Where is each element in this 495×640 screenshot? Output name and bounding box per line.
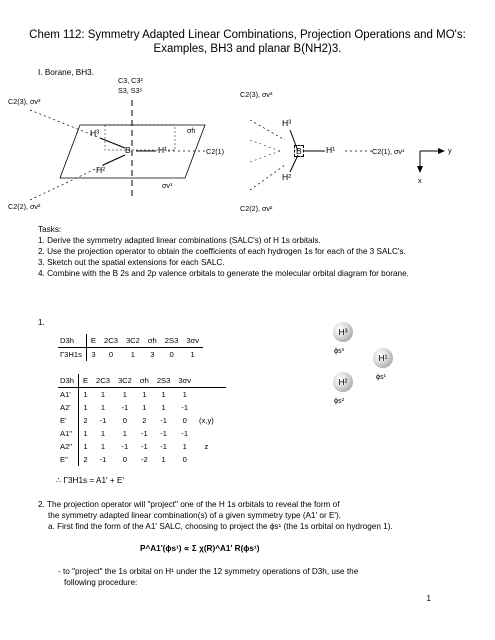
- table-cell: [218, 414, 226, 427]
- table-cell: -1: [121, 403, 129, 412]
- part2-line: the symmetry adapted linear combination(s) of a given symmetry type (A1' or E').: [48, 511, 341, 520]
- table-cell: [218, 427, 226, 440]
- task-item: 1. Derive the symmetry adapted linear combinations (SALC's) of H 1s orbitals.: [38, 236, 321, 245]
- table-cell: 1: [190, 350, 195, 359]
- table-cell: 3σv: [182, 334, 203, 348]
- right-h1: H¹: [326, 145, 336, 155]
- table-cell: 3: [91, 350, 96, 359]
- table-cell: [218, 453, 226, 466]
- table-cell: 2: [142, 416, 147, 425]
- axis-y-label: y: [448, 146, 452, 155]
- gamma-representation-table: [58, 334, 203, 361]
- table-cell: -2: [140, 455, 148, 464]
- left-h3: H³: [90, 128, 100, 138]
- table-cell: [195, 388, 218, 402]
- right-h2: H²: [282, 172, 292, 182]
- section-heading: I. Borane, BH3.: [38, 68, 94, 77]
- tasks-block: [38, 224, 409, 279]
- left-c2-3-label: C2(3), σv³: [8, 97, 41, 106]
- task-item: 4. Combine with the B 2s and 2p valence orbitals to generate the molecular orbital diagram for borane.: [38, 269, 409, 278]
- table-cell: 2: [83, 455, 88, 464]
- title-line-1: Chem 112: Symmetry Adapted Linear Combinations, Projection Operations and MO's:: [29, 29, 466, 41]
- reduction-result: ∴ Γ3H1s = A1' + E': [56, 476, 124, 485]
- table-row: [58, 388, 226, 402]
- s3-axis-label: S3, S3⁵: [118, 86, 143, 95]
- table-cell: 1: [83, 403, 88, 412]
- part2-line: a. First find the form of the A1' SALC, choosing to project the ϕs¹ (the 1s orbital on hydrogen 1).: [48, 522, 393, 531]
- table-cell: 0: [122, 455, 128, 464]
- table-cell: [195, 453, 218, 466]
- table-cell: 1: [83, 442, 88, 451]
- table-row: [58, 453, 226, 466]
- part1-label: 1.: [38, 318, 45, 327]
- h3-orbital: H³: [333, 322, 353, 342]
- d3h-character-table: [58, 374, 226, 466]
- table-cell: 2: [83, 416, 88, 425]
- right-boron: B: [296, 146, 302, 156]
- table-cell: -1: [160, 416, 167, 425]
- table-cell: 1: [182, 442, 187, 451]
- sigma-h-label: σh: [187, 126, 196, 135]
- table-cell: 1: [83, 429, 88, 438]
- h2-orbital: H²: [333, 372, 353, 392]
- table-cell: σh: [136, 374, 153, 388]
- table-cell: -1: [140, 429, 148, 438]
- table-cell: 3: [150, 350, 155, 359]
- table-cell: 1: [142, 403, 147, 412]
- table-cell: -1: [160, 429, 167, 438]
- table-cell: 1: [100, 390, 106, 399]
- table-row: [58, 401, 226, 414]
- table-cell: 2C3: [100, 334, 122, 348]
- table-cell: -1: [140, 442, 148, 451]
- table-row: [58, 440, 226, 453]
- table-cell: A2': [58, 401, 78, 414]
- table-cell: -1: [181, 403, 189, 412]
- table-cell: [218, 440, 226, 453]
- right-h3: H³: [282, 118, 292, 128]
- table-cell: 2C3: [92, 374, 114, 388]
- table-header-row: [58, 334, 203, 348]
- table-cell: 1: [142, 390, 147, 399]
- right-c2-2-label: C2(2), σv²: [240, 204, 273, 213]
- axis-x-label: x: [418, 176, 422, 185]
- table-cell: 1: [182, 390, 187, 399]
- left-h1: H¹: [158, 145, 168, 155]
- table-cell: (x,y): [199, 416, 214, 425]
- table-cell: 3C2: [114, 374, 136, 388]
- table-cell: 1: [83, 390, 88, 399]
- table-row: [58, 348, 203, 362]
- title-line-2: Examples, BH3 and planar B(NH2)3.: [153, 43, 342, 55]
- table-cell: σh: [144, 334, 161, 348]
- projection-equation: P^A1'(ϕs¹) ∝ Σ χ(R)^A1' R(ϕs¹): [140, 544, 260, 553]
- table-header-row: [58, 374, 226, 388]
- tasks-heading: Tasks:: [38, 225, 62, 234]
- table-cell: A1": [58, 427, 78, 440]
- table-cell: 1: [161, 455, 166, 464]
- table-cell: [195, 427, 218, 440]
- table-cell: [218, 388, 226, 402]
- table-cell: -1: [99, 416, 107, 425]
- c2-1-label: C2(1): [206, 147, 224, 156]
- table-cell: -1: [121, 442, 129, 451]
- table-cell: 3C2: [122, 334, 144, 348]
- table-cell: A2": [58, 440, 78, 453]
- table-cell: 0: [169, 350, 174, 359]
- table-cell: 0: [182, 455, 187, 464]
- left-boron: B: [125, 145, 131, 155]
- sigma-v1-label: σv¹: [162, 181, 173, 190]
- table-cell: 2S3: [161, 334, 183, 348]
- right-c2-1-label: C2(1), σv¹: [372, 147, 405, 156]
- table-cell: 1: [130, 350, 136, 359]
- table-cell: 0: [182, 416, 187, 425]
- table-cell: [218, 401, 226, 414]
- table-cell: -1: [181, 429, 189, 438]
- table-row: [58, 414, 226, 427]
- table-cell: -1: [160, 442, 167, 451]
- table-cell: 2S3: [153, 374, 175, 388]
- part2-procedure: [58, 566, 358, 588]
- left-h2: H²: [96, 165, 106, 175]
- table-cell: 1: [122, 429, 128, 438]
- table-cell: Γ3H1s: [58, 348, 86, 362]
- table-cell: [218, 374, 226, 388]
- task-item: 2. Use the projection operator to obtain the coefficients of each hydrogen 1s for each of the 3 SALC's.: [38, 247, 406, 256]
- table-cell: -1: [99, 455, 107, 464]
- table-cell: 1: [161, 390, 166, 399]
- table-cell: E": [58, 453, 78, 466]
- table-cell: 0: [108, 350, 114, 359]
- part2-line: 2. The projection operator will "project" one of the H 1s orbitals to reveal the form of: [38, 500, 340, 509]
- table-cell: 1: [100, 429, 106, 438]
- table-cell: 1: [161, 403, 166, 412]
- right-c2-3-label: C2(3), σv³: [240, 90, 273, 99]
- phi3-label: ϕs³: [334, 346, 345, 355]
- table-cell: 1: [122, 390, 128, 399]
- h1-orbital: H¹: [373, 348, 393, 368]
- table-cell: E: [78, 374, 92, 388]
- part2-block: [38, 499, 393, 532]
- table-cell: [195, 401, 218, 414]
- table-cell: 3σv: [174, 374, 195, 388]
- table-row: [58, 427, 226, 440]
- table-cell: E': [58, 414, 78, 427]
- table-cell: 0: [122, 416, 128, 425]
- c3-axis-label: C3, C3²: [118, 76, 143, 85]
- table-cell: D3h: [58, 334, 86, 348]
- part2-line: following procedure:: [64, 578, 138, 587]
- table-cell: D3h: [58, 374, 78, 388]
- part2-line: - to "project" the 1s orbital on H¹ under the 12 symmetry operations of D3h, use the: [58, 567, 359, 576]
- table-cell: A1': [58, 388, 78, 402]
- left-c2-2-label: C2(2), σv²: [8, 202, 41, 211]
- table-cell: 1: [100, 442, 106, 451]
- page-number: 1: [426, 594, 431, 603]
- task-item: 3. Sketch out the spatial extensions for each SALC.: [38, 258, 225, 267]
- phi2-label: ϕs²: [334, 396, 345, 405]
- phi1-label: ϕs¹: [376, 372, 387, 381]
- table-cell: 1: [100, 403, 106, 412]
- table-cell: E: [86, 334, 100, 348]
- table-cell: [195, 374, 218, 388]
- table-cell: z: [204, 442, 209, 451]
